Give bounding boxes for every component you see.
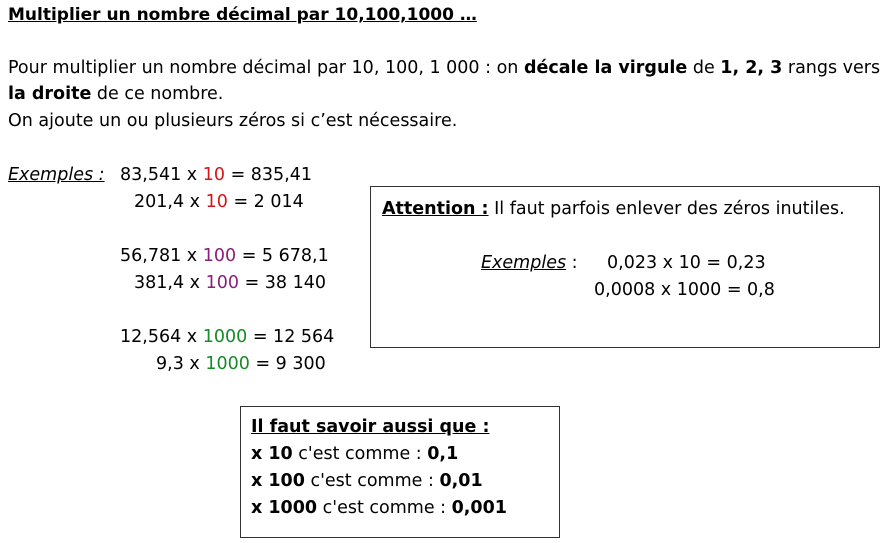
example-multiplier: 10: [205, 192, 228, 212]
example-multiplier: 100: [205, 273, 239, 293]
example-result: = 9 300: [249, 354, 326, 374]
example-left: 83,541 x: [120, 165, 203, 185]
savoir-mid: c'est comme :: [292, 444, 428, 464]
example-row: [120, 165, 312, 185]
intro-text: Pour multiplier un nombre décimal par 10, 100, 1 000 : on: [8, 58, 524, 78]
example-left: 381,4 x: [134, 273, 206, 293]
example-multiplier: 10: [202, 165, 225, 185]
attention-example-1: 0,023 x 10 = 0,23: [607, 253, 766, 273]
savoir-op: x 10: [251, 444, 293, 464]
intro-line-2: [8, 84, 223, 104]
intro-line-3: On ajoute un ou plusieurs zéros si c’est nécessaire.: [8, 111, 458, 131]
attention-examples-word: Exemples: [481, 253, 567, 273]
intro-bold-droite: la droite: [8, 84, 92, 104]
savoir-value: 0,001: [451, 498, 507, 518]
example-row: [120, 246, 329, 266]
savoir-mid: c'est comme :: [317, 498, 452, 518]
savoir-title: Il faut savoir aussi que :: [251, 417, 490, 437]
example-multiplier: 100: [202, 246, 237, 266]
attention-text: Il faut parfois enlever des zéros inutiles.: [488, 199, 845, 219]
example-left: 12,564 x: [120, 327, 203, 347]
savoir-op: x 1000: [251, 498, 318, 518]
intro-bold-ranks: 1, 2, 3: [720, 58, 783, 78]
example-row: [134, 192, 304, 212]
savoir-value: 0,1: [427, 444, 459, 464]
savoir-row: [251, 444, 458, 464]
example-left: 56,781 x: [120, 246, 203, 266]
attention-label: Attention :: [382, 199, 489, 219]
example-left: 201,4 x: [134, 192, 206, 212]
savoir-op: x 100: [251, 471, 305, 491]
attention-example-2: 0,0008 x 1000 = 0,8: [594, 280, 775, 300]
savoir-row: [251, 498, 507, 518]
intro-text: de: [687, 58, 721, 78]
examples-label: Exemples :: [8, 165, 105, 185]
example-result: = 38 140: [239, 273, 327, 293]
example-multiplier: 1000: [202, 327, 248, 347]
savoir-row: [251, 471, 483, 491]
attention-line: [382, 199, 845, 219]
example-left: 9,3 x: [156, 354, 206, 374]
example-result: = 2 014: [227, 192, 304, 212]
intro-text: rangs vers: [782, 58, 881, 78]
attention-examples-colon: :: [566, 253, 578, 273]
page-title: Multiplier un nombre décimal par 10,100,1000 …: [8, 5, 477, 25]
attention-box: [370, 186, 880, 348]
savoir-box: [240, 406, 560, 538]
savoir-value: 0,01: [439, 471, 483, 491]
example-row: [134, 273, 326, 293]
intro-line-1: [8, 58, 880, 78]
example-row: [120, 327, 334, 347]
intro-bold-virgule: décale la virgule: [523, 58, 688, 78]
attention-examples-label: [481, 253, 578, 273]
example-multiplier: 1000: [205, 354, 250, 374]
example-row: [156, 354, 326, 374]
example-result: = 12 564: [247, 327, 335, 347]
intro-text: de ce nombre.: [91, 84, 224, 104]
savoir-mid: c'est comme :: [304, 471, 440, 491]
example-result: = 835,41: [225, 165, 313, 185]
example-result: = 5 678,1: [236, 246, 329, 266]
